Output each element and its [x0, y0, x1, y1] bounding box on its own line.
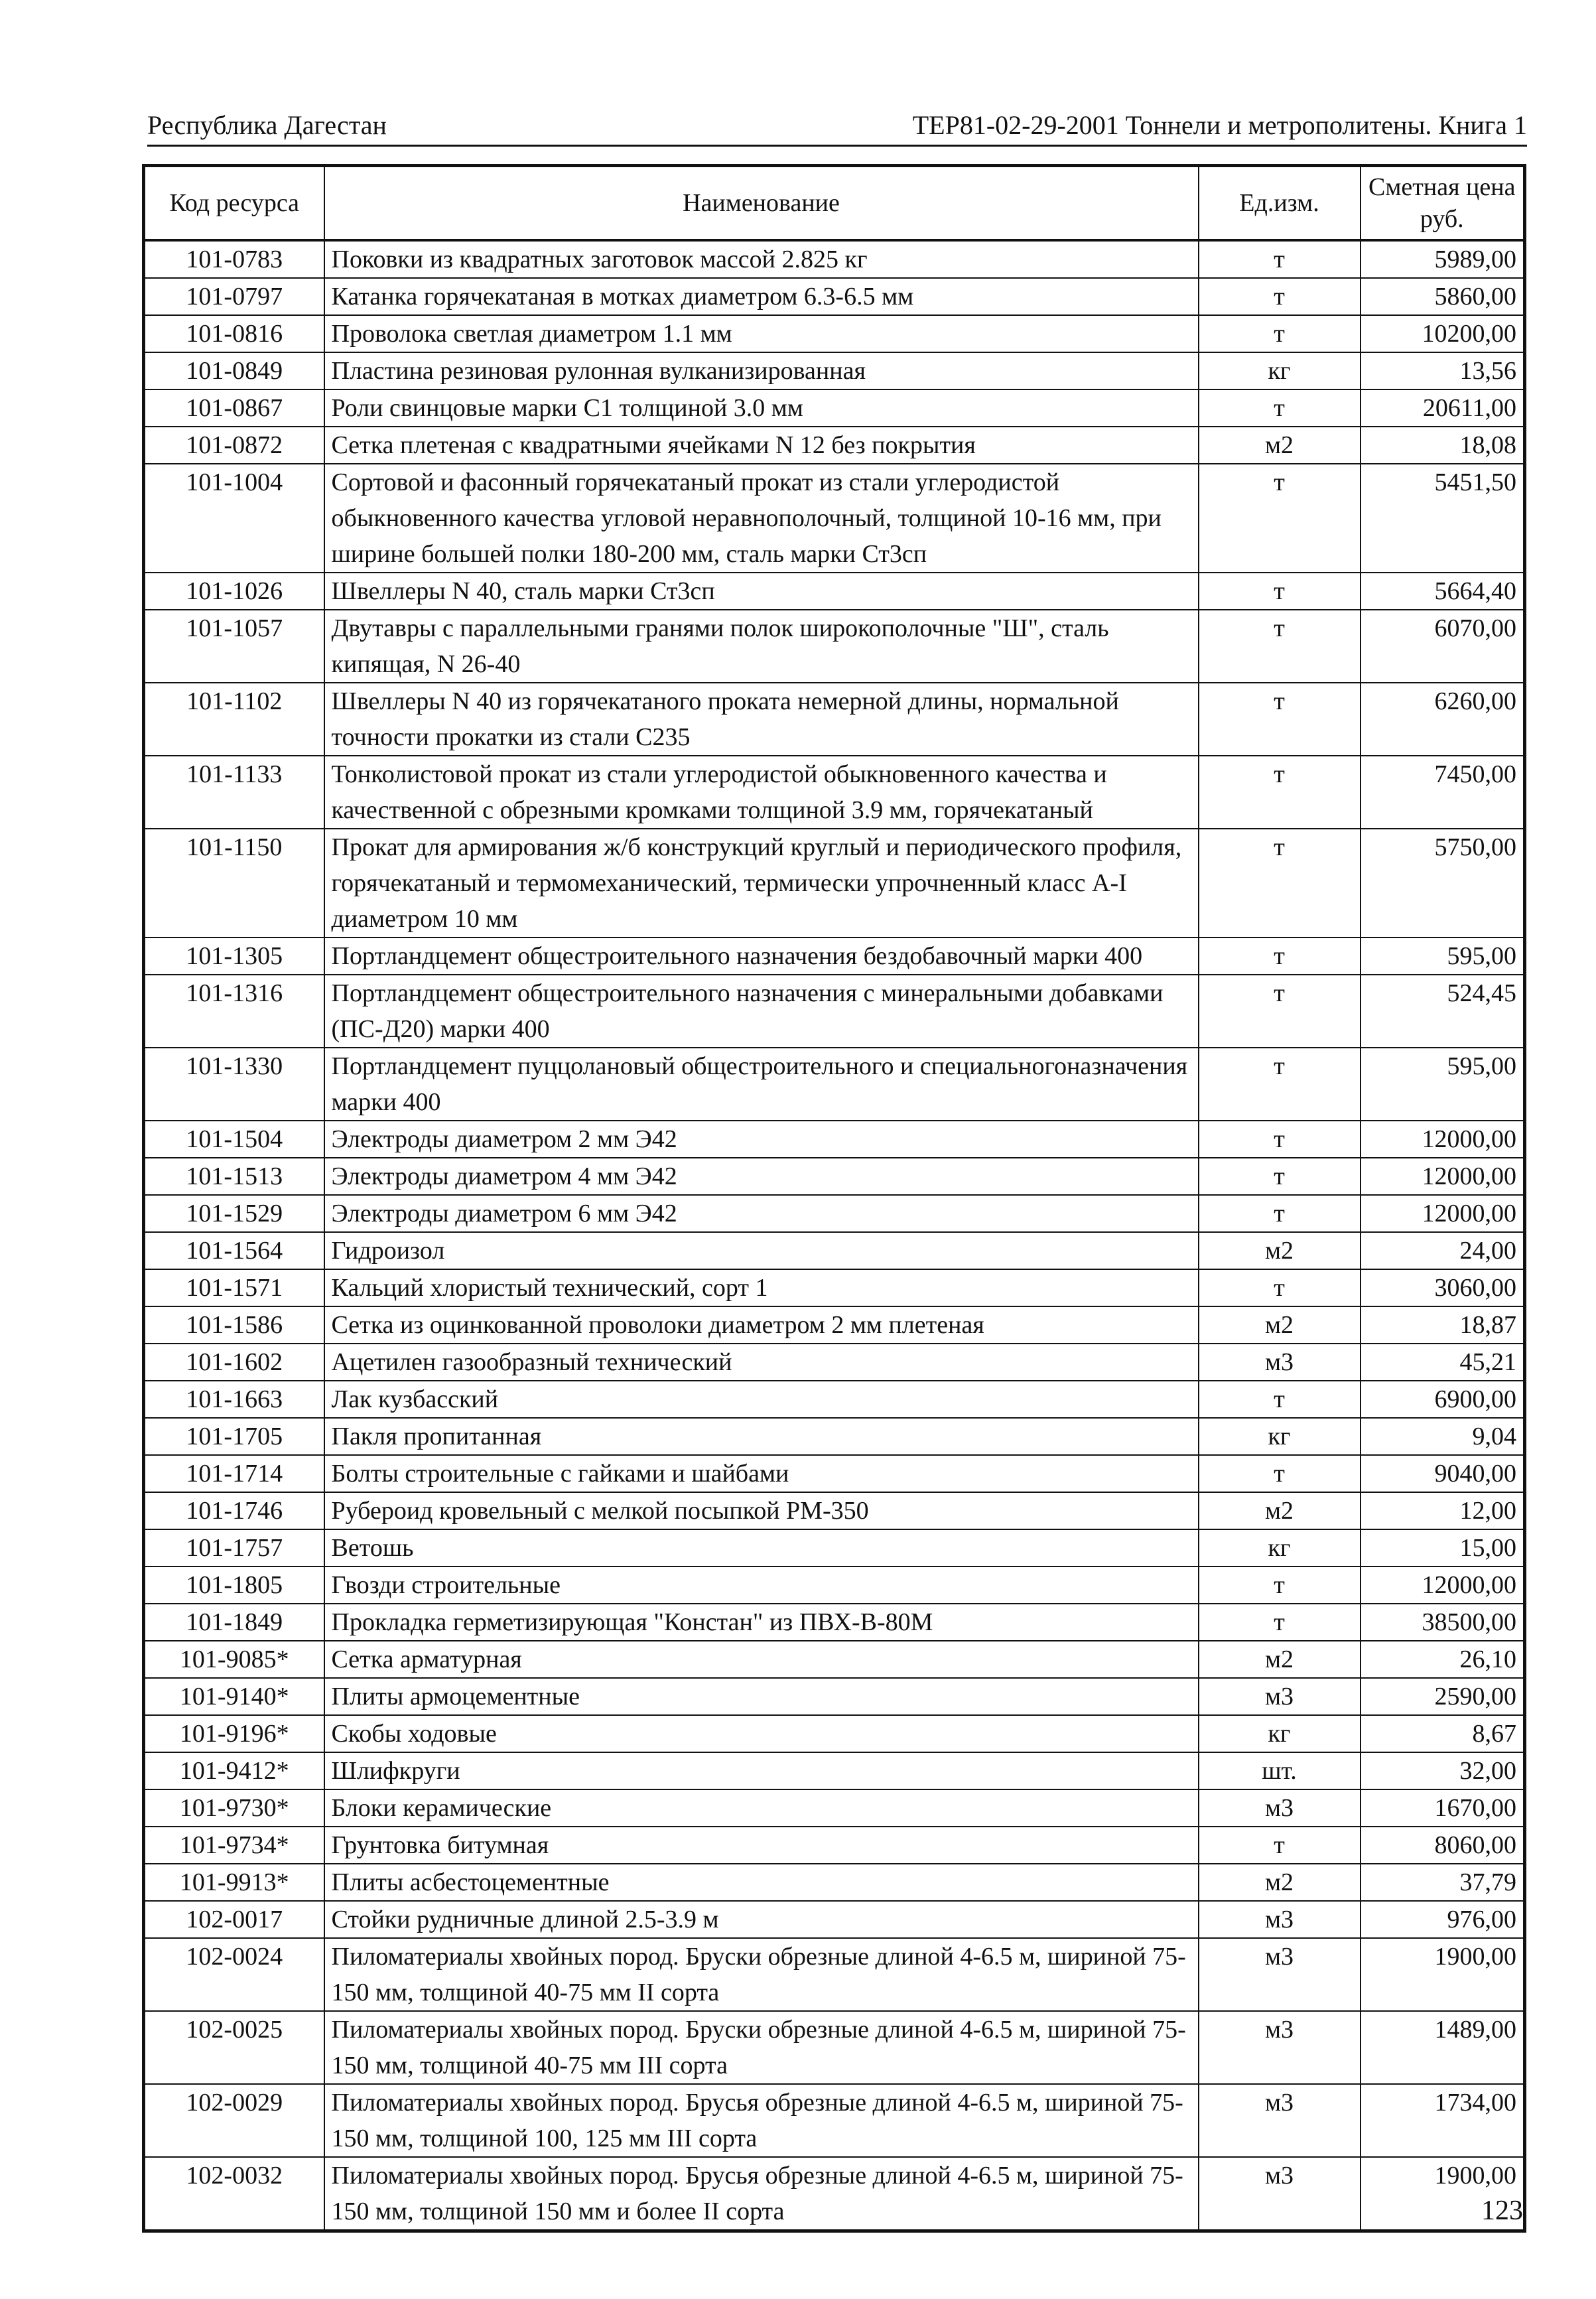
cell-unit: т: [1199, 573, 1361, 610]
table-row: [144, 352, 1525, 389]
cell-code: 101-9085*: [144, 1641, 324, 1678]
cell-code: 101-1026: [144, 573, 324, 610]
cell-code: 101-1504: [144, 1121, 324, 1158]
cell-unit: кг: [1199, 1529, 1361, 1567]
cell-code: 101-1564: [144, 1232, 324, 1269]
cell-price: 1734,00: [1361, 2084, 1525, 2157]
cell-unit: м2: [1199, 1232, 1361, 1269]
cell-price: 45,21: [1361, 1344, 1525, 1381]
cell-code: 101-1529: [144, 1195, 324, 1232]
column-header-name: Наименование: [324, 166, 1199, 241]
cell-code: 101-0867: [144, 389, 324, 427]
cell-name: Катанка горячекатаная в мотках диаметром 6.3-6.5 мм: [324, 278, 1199, 315]
cell-price: 595,00: [1361, 938, 1525, 975]
cell-unit: т: [1199, 1195, 1361, 1232]
cell-code: 102-0032: [144, 2157, 324, 2231]
table-row: [144, 315, 1525, 352]
cell-code: 101-1150: [144, 829, 324, 938]
cell-name: Поковки из квадратных заготовок массой 2.825 кг: [324, 240, 1199, 278]
cell-code: 101-1849: [144, 1604, 324, 1641]
table-row: [144, 1418, 1525, 1455]
cell-price: 12000,00: [1361, 1567, 1525, 1604]
cell-name: Портландцемент общестроительного назначения бездобавочный марки 400: [324, 938, 1199, 975]
cell-name: Сортовой и фасонный горячекатаный прокат из стали углеродистой обыкновенного качества угловой неравнополочный, толщиной 10-16 мм, при ширине большей полки 180-200 мм, сталь марки Ст3сп: [324, 464, 1199, 573]
cell-name: Гвозди строительные: [324, 1567, 1199, 1604]
cell-name: Проволока светлая диаметром 1.1 мм: [324, 315, 1199, 352]
cell-price: 2590,00: [1361, 1678, 1525, 1715]
cell-code: 101-9412*: [144, 1752, 324, 1789]
cell-name: Болты строительные с гайками и шайбами: [324, 1455, 1199, 1492]
table-row: [144, 1048, 1525, 1121]
table-row: [144, 938, 1525, 975]
cell-price: 5860,00: [1361, 278, 1525, 315]
cell-price: 5664,40: [1361, 573, 1525, 610]
cell-unit: м2: [1199, 1306, 1361, 1344]
cell-code: 102-0017: [144, 1901, 324, 1938]
table-row: [144, 1715, 1525, 1752]
cell-name: Сетка арматурная: [324, 1641, 1199, 1678]
table-row: [144, 1678, 1525, 1715]
cell-code: 102-0025: [144, 2011, 324, 2084]
cell-unit: шт.: [1199, 1752, 1361, 1789]
cell-code: 101-1330: [144, 1048, 324, 1121]
cell-price: 595,00: [1361, 1048, 1525, 1121]
cell-price: 976,00: [1361, 1901, 1525, 1938]
table-row: [144, 1864, 1525, 1901]
table-row: [144, 427, 1525, 464]
cell-unit: м2: [1199, 1864, 1361, 1901]
cell-name: Грунтовка битумная: [324, 1827, 1199, 1864]
cell-code: 101-1004: [144, 464, 324, 573]
cell-name: Прокладка герметизирующая "Констан" из ПВХ-В-80М: [324, 1604, 1199, 1641]
cell-name: Сетка плетеная с квадратными ячейками N 12 без покрытия: [324, 427, 1199, 464]
cell-name: Двутавры с параллельными гранями полок широкополочные "Ш", сталь кипящая, N 26-40: [324, 610, 1199, 683]
table-row: [144, 1789, 1525, 1827]
cell-code: 101-0849: [144, 352, 324, 389]
cell-unit: т: [1199, 1381, 1361, 1418]
cell-unit: т: [1199, 389, 1361, 427]
cell-code: 101-1057: [144, 610, 324, 683]
table-row: [144, 756, 1525, 829]
table-row: [144, 1567, 1525, 1604]
cell-name: Прокат для армирования ж/б конструкций круглый и периодического профиля, горячекатаный и термомеханический, термически упрочненный класс А-I диаметром 10 мм: [324, 829, 1199, 938]
cell-price: 26,10: [1361, 1641, 1525, 1678]
cell-unit: т: [1199, 938, 1361, 975]
cell-price: 37,79: [1361, 1864, 1525, 1901]
cell-price: 9040,00: [1361, 1455, 1525, 1492]
cell-price: 524,45: [1361, 975, 1525, 1048]
table-row: [144, 464, 1525, 573]
cell-code: 101-1705: [144, 1418, 324, 1455]
cell-unit: т: [1199, 756, 1361, 829]
cell-unit: т: [1199, 683, 1361, 756]
cell-unit: т: [1199, 610, 1361, 683]
cell-code: 101-9734*: [144, 1827, 324, 1864]
cell-name: Швеллеры N 40 из горячекатаного проката немерной длины, нормальной точности прокатки из стали С235: [324, 683, 1199, 756]
cell-price: 5750,00: [1361, 829, 1525, 938]
cell-name: Лак кузбасский: [324, 1381, 1199, 1418]
cell-price: 15,00: [1361, 1529, 1525, 1567]
cell-unit: т: [1199, 1455, 1361, 1492]
cell-price: 8,67: [1361, 1715, 1525, 1752]
cell-price: 5451,50: [1361, 464, 1525, 573]
cell-name: Тонколистовой прокат из стали углеродистой обыкновенного качества и качественной с обрезными кромками толщиной 3.9 мм, горячекатаный: [324, 756, 1199, 829]
cell-name: Швеллеры N 40, сталь марки Ст3сп: [324, 573, 1199, 610]
cell-name: Стойки рудничные длиной 2.5-3.9 м: [324, 1901, 1199, 1938]
cell-name: Блоки керамические: [324, 1789, 1199, 1827]
table-row: [144, 1121, 1525, 1158]
cell-price: 1900,00: [1361, 1938, 1525, 2011]
table-row: [144, 1492, 1525, 1529]
table-row: [144, 573, 1525, 610]
cell-code: 101-0783: [144, 240, 324, 278]
cell-name: Пиломатериалы хвойных пород. Брусья обрезные длиной 4-6.5 м, шириной 75-150 мм, толщиной 150 мм и более II сорта: [324, 2157, 1199, 2231]
table-row: [144, 1158, 1525, 1195]
table-row: [144, 610, 1525, 683]
cell-code: 101-1746: [144, 1492, 324, 1529]
table-row: [144, 1344, 1525, 1381]
cell-code: 102-0029: [144, 2084, 324, 2157]
cell-unit: м3: [1199, 2011, 1361, 2084]
cell-code: 101-1316: [144, 975, 324, 1048]
cell-price: 18,08: [1361, 427, 1525, 464]
table-row: [144, 1827, 1525, 1864]
cell-code: 101-1663: [144, 1381, 324, 1418]
cell-unit: м3: [1199, 1901, 1361, 1938]
table-row: [144, 1306, 1525, 1344]
cell-price: 38500,00: [1361, 1604, 1525, 1641]
cell-code: 101-0797: [144, 278, 324, 315]
cell-code: 101-9913*: [144, 1864, 324, 1901]
table-body: [144, 240, 1525, 2231]
cell-code: 101-1133: [144, 756, 324, 829]
table-row: [144, 1195, 1525, 1232]
cell-unit: т: [1199, 1269, 1361, 1306]
table-row: [144, 2084, 1525, 2157]
table-row: [144, 975, 1525, 1048]
cell-unit: кг: [1199, 352, 1361, 389]
cell-unit: т: [1199, 1048, 1361, 1121]
cell-unit: м3: [1199, 1678, 1361, 1715]
cell-price: 32,00: [1361, 1752, 1525, 1789]
cell-name: Пиломатериалы хвойных пород. Брусья обрезные длиной 4-6.5 м, шириной 75-150 мм, толщиной 100, 125 мм III сорта: [324, 2084, 1199, 2157]
cell-code: 101-9730*: [144, 1789, 324, 1827]
table-row: [144, 240, 1525, 278]
cell-price: 13,56: [1361, 352, 1525, 389]
cell-code: 101-1805: [144, 1567, 324, 1604]
cell-price: 6070,00: [1361, 610, 1525, 683]
table-row: [144, 2157, 1525, 2231]
cell-unit: т: [1199, 278, 1361, 315]
cell-name: Портландцемент пуццолановый общестроительного и специальногоназначения марки 400: [324, 1048, 1199, 1121]
cell-unit: м3: [1199, 1344, 1361, 1381]
table-row: [144, 1269, 1525, 1306]
cell-price: 5989,00: [1361, 240, 1525, 278]
cell-name: Ацетилен газообразный технический: [324, 1344, 1199, 1381]
cell-code: 101-1714: [144, 1455, 324, 1492]
cell-code: 101-9196*: [144, 1715, 324, 1752]
table-row: [144, 1938, 1525, 2011]
cell-name: Ветошь: [324, 1529, 1199, 1567]
cell-code: 101-1602: [144, 1344, 324, 1381]
cell-price: 20611,00: [1361, 389, 1525, 427]
cell-code: 101-1102: [144, 683, 324, 756]
cell-unit: т: [1199, 315, 1361, 352]
column-header-code: Код ресурса: [144, 166, 324, 241]
cell-unit: м3: [1199, 1789, 1361, 1827]
cell-name: Пакля пропитанная: [324, 1418, 1199, 1455]
table-row: [144, 2011, 1525, 2084]
cell-price: 1489,00: [1361, 2011, 1525, 2084]
resource-price-table: [142, 164, 1526, 2233]
cell-unit: т: [1199, 829, 1361, 938]
table-header-row: [144, 166, 1525, 241]
cell-unit: м2: [1199, 427, 1361, 464]
cell-unit: м2: [1199, 1492, 1361, 1529]
cell-name: Электроды диаметром 2 мм Э42: [324, 1121, 1199, 1158]
cell-price: 3060,00: [1361, 1269, 1525, 1306]
table-row: [144, 389, 1525, 427]
cell-name: Пиломатериалы хвойных пород. Бруски обрезные длиной 4-6.5 м, шириной 75-150 мм, толщиной 40-75 мм III сорта: [324, 2011, 1199, 2084]
table-row: [144, 683, 1525, 756]
cell-price: 6260,00: [1361, 683, 1525, 756]
cell-name: Пластина резиновая рулонная вулканизированная: [324, 352, 1199, 389]
cell-name: Рубероид кровельный с мелкой посыпкой РМ-350: [324, 1492, 1199, 1529]
cell-name: Электроды диаметром 6 мм Э42: [324, 1195, 1199, 1232]
cell-price: 12000,00: [1361, 1158, 1525, 1195]
cell-name: Портландцемент общестроительного назначения с минеральными добавками (ПС-Д20) марки 400: [324, 975, 1199, 1048]
cell-unit: м3: [1199, 2157, 1361, 2231]
cell-price: 7450,00: [1361, 756, 1525, 829]
cell-price: 12,00: [1361, 1492, 1525, 1529]
cell-code: 101-1571: [144, 1269, 324, 1306]
cell-code: 101-0816: [144, 315, 324, 352]
column-header-price: Сметная цена руб.: [1361, 166, 1525, 241]
cell-price: 12000,00: [1361, 1195, 1525, 1232]
cell-code: 101-1757: [144, 1529, 324, 1567]
table-row: [144, 1641, 1525, 1678]
cell-unit: т: [1199, 1567, 1361, 1604]
cell-unit: т: [1199, 464, 1361, 573]
cell-name: Сетка из оцинкованной проволоки диаметром 2 мм плетеная: [324, 1306, 1199, 1344]
cell-unit: кг: [1199, 1715, 1361, 1752]
header-region: Республика Дагестан: [147, 110, 387, 140]
cell-unit: м2: [1199, 1641, 1361, 1678]
cell-unit: м3: [1199, 2084, 1361, 2157]
table-row: [144, 1604, 1525, 1641]
cell-unit: т: [1199, 240, 1361, 278]
cell-name: Кальций хлористый технический, сорт 1: [324, 1269, 1199, 1306]
table-row: [144, 1752, 1525, 1789]
cell-code: 101-9140*: [144, 1678, 324, 1715]
table-row: [144, 1529, 1525, 1567]
cell-price: 10200,00: [1361, 315, 1525, 352]
cell-unit: т: [1199, 1121, 1361, 1158]
cell-name: Шлифкруги: [324, 1752, 1199, 1789]
column-header-unit: Ед.изм.: [1199, 166, 1361, 241]
page-number: 123: [1481, 2195, 1523, 2226]
cell-code: 101-1513: [144, 1158, 324, 1195]
table-row: [144, 278, 1525, 315]
table-row: [144, 1455, 1525, 1492]
cell-price: 8060,00: [1361, 1827, 1525, 1864]
cell-unit: м3: [1199, 1938, 1361, 2011]
cell-price: 24,00: [1361, 1232, 1525, 1269]
cell-unit: т: [1199, 1827, 1361, 1864]
cell-unit: т: [1199, 975, 1361, 1048]
cell-code: 101-1586: [144, 1306, 324, 1344]
cell-name: Гидроизол: [324, 1232, 1199, 1269]
cell-name: Роли свинцовые марки С1 толщиной 3.0 мм: [324, 389, 1199, 427]
cell-unit: т: [1199, 1158, 1361, 1195]
table-row: [144, 829, 1525, 938]
cell-unit: кг: [1199, 1418, 1361, 1455]
table-row: [144, 1381, 1525, 1418]
cell-price: 12000,00: [1361, 1121, 1525, 1158]
cell-code: 102-0024: [144, 1938, 324, 2011]
cell-unit: т: [1199, 1604, 1361, 1641]
cell-price: 1670,00: [1361, 1789, 1525, 1827]
header-document-title: ТЕР81-02-29-2001 Тоннели и метрополитены. Книга 1: [912, 110, 1527, 140]
cell-price: 1900,00: [1361, 2157, 1525, 2231]
cell-name: Электроды диаметром 4 мм Э42: [324, 1158, 1199, 1195]
table-row: [144, 1901, 1525, 1938]
cell-name: Пиломатериалы хвойных пород. Бруски обрезные длиной 4-6.5 м, шириной 75-150 мм, толщиной 40-75 мм II сорта: [324, 1938, 1199, 2011]
cell-name: Скобы ходовые: [324, 1715, 1199, 1752]
page-header: [147, 106, 1527, 147]
cell-price: 6900,00: [1361, 1381, 1525, 1418]
cell-price: 18,87: [1361, 1306, 1525, 1344]
cell-price: 9,04: [1361, 1418, 1525, 1455]
table-row: [144, 1232, 1525, 1269]
cell-code: 101-1305: [144, 938, 324, 975]
cell-name: Плиты армоцементные: [324, 1678, 1199, 1715]
cell-name: Плиты асбестоцементные: [324, 1864, 1199, 1901]
cell-code: 101-0872: [144, 427, 324, 464]
